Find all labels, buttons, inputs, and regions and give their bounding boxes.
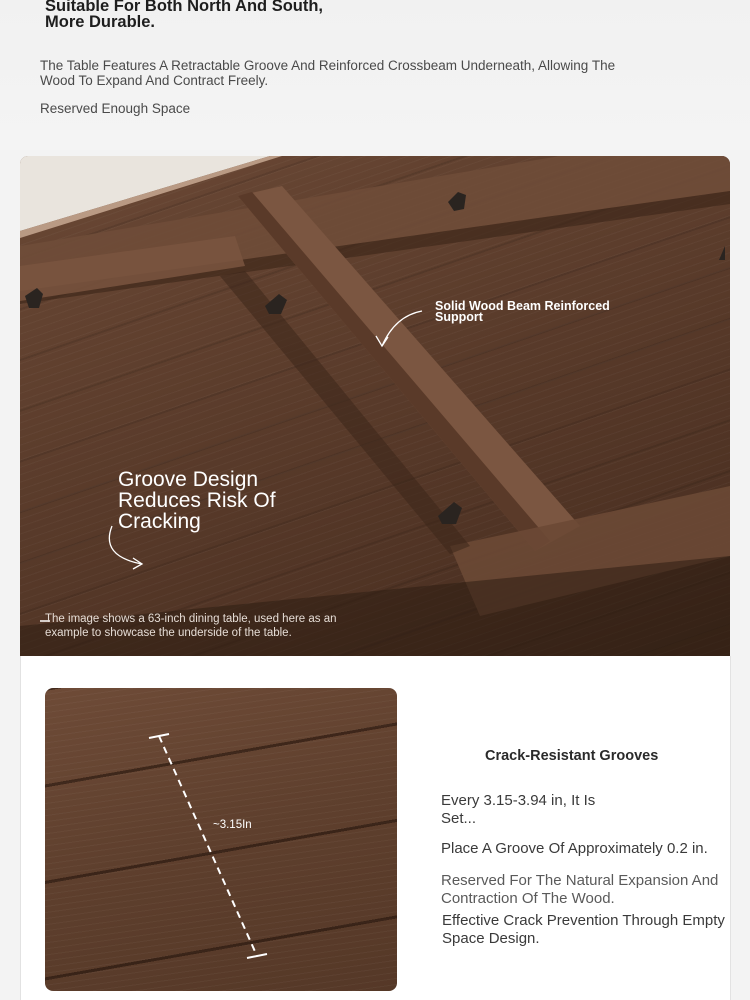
- beam-support-label: Solid Wood Beam Reinforced Support: [435, 299, 610, 324]
- groove-spacing-label: ~3.15In: [213, 819, 252, 831]
- groove-measurement-illustration: [45, 688, 397, 991]
- feature-item: Effective Crack Prevention Through Empty Space Design.: [442, 912, 725, 947]
- section-description: The Table Features A Retractable Groove And Reinforced Crossbeam Underneath, Allowing The Wood To Expand And Contract Freely.: [40, 58, 616, 88]
- photo-caption: The image shows a 63-inch dining table, used here as an example to showcase the underside of the table.: [45, 613, 337, 639]
- table-underside-photo: [20, 156, 730, 656]
- feature-item: Place A Groove Of Approximately 0.2 in.: [441, 840, 708, 857]
- underside-illustration: [20, 156, 730, 656]
- feature-item: Reserved For The Natural Expansion And Contraction Of The Wood.: [441, 872, 719, 907]
- section-headline: Suitable For Both North And South, More Durable.: [45, 0, 324, 31]
- groove-closeup-photo: [45, 688, 397, 991]
- groove-design-label: Groove Design Reduces Risk Of Cracking: [118, 468, 276, 533]
- feature-item: Every 3.15-3.94 in, It Is Set...: [441, 792, 596, 827]
- reserved-space-text: Reserved Enough Space: [40, 101, 191, 116]
- feature-title: Crack-Resistant Grooves: [485, 748, 659, 764]
